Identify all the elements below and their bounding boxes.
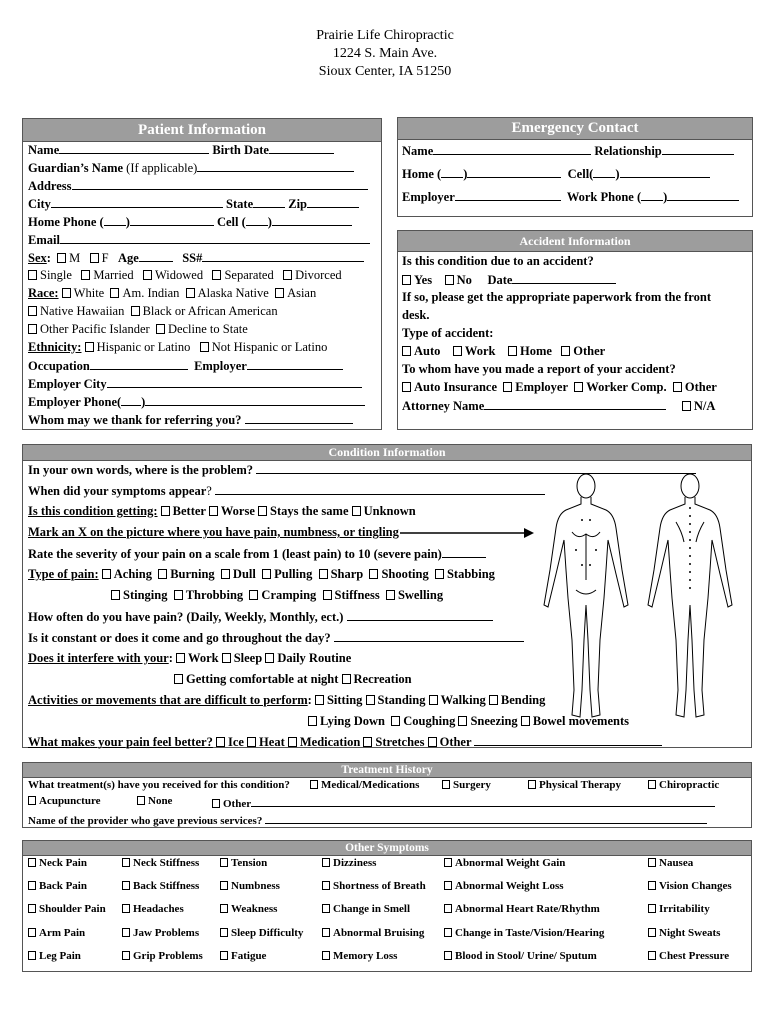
accident-note-2: desk. bbox=[402, 308, 430, 322]
ssn-field[interactable] bbox=[202, 250, 364, 262]
symptom-item[interactable] bbox=[122, 950, 203, 962]
symptom-label: Weakness bbox=[231, 903, 278, 915]
better-heat-checkbox[interactable] bbox=[247, 737, 256, 747]
pain-throbbing-checkbox[interactable] bbox=[174, 590, 183, 600]
ethnicity-row: Ethnicity: Hispanic or Latino Not Hispanic or Latino bbox=[28, 340, 328, 354]
symptom-label: Fatigue bbox=[231, 950, 267, 962]
symptom-label: Arm Pain bbox=[39, 927, 86, 939]
activity-bending-checkbox[interactable] bbox=[489, 695, 498, 705]
accident-title: Accident Information bbox=[398, 231, 752, 252]
activity-lying-checkbox[interactable] bbox=[308, 716, 317, 726]
symptom-label: Tension bbox=[231, 857, 268, 869]
race-am-indian-checkbox[interactable] bbox=[110, 288, 119, 298]
interfere-sleep-checkbox[interactable] bbox=[222, 653, 231, 663]
symptom-item[interactable] bbox=[648, 880, 732, 892]
email-field[interactable] bbox=[60, 232, 370, 244]
pain-burning-checkbox[interactable] bbox=[158, 569, 167, 579]
symptom-label: Nausea bbox=[659, 857, 694, 869]
marital-separated-checkbox[interactable] bbox=[212, 270, 221, 280]
treatment-other-field[interactable] bbox=[251, 795, 715, 807]
report-employer-checkbox[interactable] bbox=[503, 382, 512, 392]
symptom-label: Abnormal Weight Gain bbox=[455, 857, 566, 869]
appear-row: When did your symptoms appear? bbox=[28, 483, 545, 499]
severity-row: Rate the severity of your pain on a scale from 1 (least pain) to 10 (severe pain) bbox=[28, 546, 486, 562]
marital-widowed-checkbox[interactable] bbox=[143, 270, 152, 280]
patient-name-field[interactable] bbox=[59, 142, 209, 154]
cell-phone-field[interactable] bbox=[272, 214, 352, 226]
pain-aching-checkbox[interactable] bbox=[102, 569, 111, 579]
marital-married-checkbox[interactable] bbox=[81, 270, 90, 280]
race-row-1: Race: White Am. Indian Alaska Native Asian bbox=[28, 286, 317, 300]
symptom-label: Abnormal Weight Loss bbox=[455, 880, 564, 892]
sex-m-checkbox[interactable] bbox=[57, 253, 66, 263]
symptom-checkbox[interactable] bbox=[322, 904, 330, 913]
accident-note-1: If so, please get the appropriate paperwork from the front bbox=[402, 290, 711, 304]
race-pacific-checkbox[interactable] bbox=[28, 324, 37, 334]
provider-field[interactable] bbox=[265, 812, 707, 824]
pain-pulling-checkbox[interactable] bbox=[262, 569, 271, 579]
symptom-label: Chest Pressure bbox=[659, 950, 730, 962]
sex-row: Sex: M F Age SS# bbox=[28, 250, 364, 266]
arrow-right-icon bbox=[400, 526, 535, 540]
accident-home-checkbox[interactable] bbox=[508, 346, 517, 356]
symptom-label: Neck Stiffness bbox=[133, 857, 200, 869]
symptom-checkbox[interactable] bbox=[648, 928, 656, 937]
pain-shooting-checkbox[interactable] bbox=[369, 569, 378, 579]
getting-better-checkbox[interactable] bbox=[161, 506, 170, 516]
emergency-phone-row: Home ( ) Cell( ) bbox=[402, 166, 710, 182]
symptom-item[interactable] bbox=[220, 927, 303, 939]
symptom-item[interactable] bbox=[444, 950, 597, 962]
symptom-checkbox[interactable] bbox=[648, 951, 656, 960]
symptom-item[interactable] bbox=[122, 927, 199, 939]
symptom-label: Sleep Difficulty bbox=[231, 927, 304, 939]
emergency-contact-title: Emergency Contact bbox=[398, 118, 752, 140]
symptom-item[interactable] bbox=[444, 927, 604, 939]
zip-field[interactable] bbox=[307, 196, 359, 208]
occupation-row: Occupation Employer bbox=[28, 358, 343, 374]
symptom-checkbox[interactable] bbox=[28, 928, 36, 937]
symptom-label: Back Pain bbox=[39, 880, 87, 892]
symptom-item[interactable] bbox=[444, 903, 600, 915]
better-stretches-checkbox[interactable] bbox=[363, 737, 372, 747]
employer-phone-field[interactable] bbox=[145, 394, 365, 406]
symptom-label: Vision Changes bbox=[659, 880, 732, 892]
emergency-name-field[interactable] bbox=[433, 143, 591, 155]
mark-x-instruction: Mark an X on the picture where you have pain, numbness, or tingling bbox=[28, 525, 399, 539]
treatment-option-none: None bbox=[137, 795, 172, 807]
symptom-label: Abnormal Bruising bbox=[333, 927, 425, 939]
interfere-row-2: Getting comfortable at night Recreation bbox=[174, 672, 412, 687]
treatment-none-checkbox[interactable] bbox=[137, 796, 145, 805]
interfere-recreation-checkbox[interactable] bbox=[342, 674, 351, 684]
symptom-checkbox[interactable] bbox=[220, 858, 228, 867]
symptom-item[interactable] bbox=[122, 903, 184, 915]
symptom-label: Leg Pain bbox=[39, 950, 81, 962]
better-medication-checkbox[interactable] bbox=[288, 737, 297, 747]
treatment-other-checkbox[interactable] bbox=[212, 799, 220, 808]
pain-type-row-1: Type of pain: Aching Burning Dull Pulling Sharp Shooting Stabbing bbox=[28, 567, 495, 581]
treatment-option-pt: Physical Therapy bbox=[528, 779, 621, 791]
symptom-checkbox[interactable] bbox=[220, 904, 228, 913]
pain-stinging-checkbox[interactable] bbox=[111, 590, 120, 600]
city-row: City State Zip bbox=[28, 196, 359, 212]
interfere-comfortable-checkbox[interactable] bbox=[174, 674, 183, 684]
treatment-medical-checkbox[interactable] bbox=[310, 780, 318, 789]
attorney-field[interactable] bbox=[484, 398, 666, 410]
symptom-item[interactable] bbox=[648, 857, 693, 869]
attorney-na-checkbox[interactable] bbox=[682, 401, 691, 411]
report-other-checkbox[interactable] bbox=[673, 382, 682, 392]
how-often-field[interactable] bbox=[347, 609, 493, 621]
home-phone-field[interactable] bbox=[130, 214, 214, 226]
relationship-field[interactable] bbox=[662, 143, 734, 155]
symptom-checkbox[interactable] bbox=[322, 951, 330, 960]
provider-row: Name of the provider who gave previous services? bbox=[28, 812, 707, 827]
treatment-chiro-checkbox[interactable] bbox=[648, 780, 656, 789]
activity-standing-checkbox[interactable] bbox=[366, 695, 375, 705]
symptom-checkbox[interactable] bbox=[122, 881, 130, 890]
activity-bowel-checkbox[interactable] bbox=[521, 716, 530, 726]
pain-dull-checkbox[interactable] bbox=[221, 569, 230, 579]
sex-f-checkbox[interactable] bbox=[90, 253, 99, 263]
better-other-field[interactable] bbox=[474, 734, 662, 746]
symptom-item[interactable] bbox=[648, 903, 710, 915]
treatment-option-surgery: Surgery bbox=[442, 779, 491, 791]
symptom-item[interactable] bbox=[322, 950, 397, 962]
symptom-label: Shoulder Pain bbox=[39, 903, 106, 915]
symptom-checkbox[interactable] bbox=[122, 951, 130, 960]
activities-row-1: Activities or movements that are difficult to perform: Sitting Standing Walking Bending bbox=[28, 693, 546, 707]
employer-city-row: Employer City bbox=[28, 376, 362, 392]
race-hawaiian-checkbox[interactable] bbox=[28, 306, 37, 316]
symptom-item[interactable] bbox=[220, 857, 267, 869]
symptom-checkbox[interactable] bbox=[220, 951, 228, 960]
race-row-3: Other Pacific Islander Decline to State bbox=[28, 322, 248, 337]
emergency-employer-row: Employer Work Phone ( ) bbox=[402, 189, 739, 205]
accident-other-checkbox[interactable] bbox=[561, 346, 570, 356]
symptom-checkbox[interactable] bbox=[122, 904, 130, 913]
emergency-home-field[interactable] bbox=[467, 166, 561, 178]
accident-auto-checkbox[interactable] bbox=[402, 346, 411, 356]
symptom-item[interactable] bbox=[122, 857, 199, 869]
better-row: What makes your pain feel better? Ice Heat Medication Stretches Other bbox=[28, 734, 662, 750]
report-question: To whom have you made a report of your accident? bbox=[402, 362, 676, 376]
symptom-checkbox[interactable] bbox=[220, 928, 228, 937]
treatment-question: What treatment(s) have you received for this condition? bbox=[28, 779, 290, 791]
symptom-label: Back Stiffness bbox=[133, 880, 200, 892]
treatment-surgery-checkbox[interactable] bbox=[442, 780, 450, 789]
guardian-field[interactable] bbox=[197, 160, 354, 172]
constant-row: Is it constant or does it come and go throughout the day? bbox=[28, 630, 524, 646]
symptom-label: Neck Pain bbox=[39, 857, 87, 869]
getting-worse-checkbox[interactable] bbox=[209, 506, 218, 516]
symptom-item[interactable] bbox=[220, 903, 277, 915]
employer-city-field[interactable] bbox=[107, 376, 362, 388]
treatment-acupuncture-checkbox[interactable] bbox=[28, 796, 36, 805]
treatment-pt-checkbox[interactable] bbox=[528, 780, 536, 789]
appear-field[interactable] bbox=[215, 483, 545, 495]
symptom-label: Abnormal Heart Rate/Rhythm bbox=[455, 903, 600, 915]
treatment-option-acupuncture: Acupuncture bbox=[28, 795, 101, 807]
symptom-label: Grip Problems bbox=[133, 950, 203, 962]
accident-yes-checkbox[interactable] bbox=[402, 275, 411, 285]
constant-field[interactable] bbox=[334, 630, 524, 642]
body-front-diagram[interactable] bbox=[536, 470, 636, 730]
symptom-checkbox[interactable] bbox=[444, 928, 452, 937]
symptom-item[interactable] bbox=[648, 950, 729, 962]
symptom-checkbox[interactable] bbox=[122, 858, 130, 867]
symptom-checkbox[interactable] bbox=[444, 951, 452, 960]
symptom-item[interactable] bbox=[28, 903, 106, 915]
symptom-label: Blood in Stool/ Urine/ Sputum bbox=[455, 950, 597, 962]
symptom-label: Night Sweats bbox=[659, 927, 721, 939]
symptom-checkbox[interactable] bbox=[444, 858, 452, 867]
symptom-checkbox[interactable] bbox=[28, 858, 36, 867]
interfere-routine-checkbox[interactable] bbox=[265, 653, 274, 663]
getting-row: Is this condition getting: Better Worse Stays the same Unknown bbox=[28, 504, 416, 518]
symptom-checkbox[interactable] bbox=[28, 904, 36, 913]
symptom-item[interactable] bbox=[220, 950, 266, 962]
activity-walking-checkbox[interactable] bbox=[429, 695, 438, 705]
better-other-checkbox[interactable] bbox=[428, 737, 437, 747]
symptom-checkbox[interactable] bbox=[322, 881, 330, 890]
accident-work-checkbox[interactable] bbox=[453, 346, 462, 356]
clinic-address: 1224 S. Main Ave. bbox=[332, 46, 438, 61]
better-ice-checkbox[interactable] bbox=[216, 737, 225, 747]
severity-field[interactable] bbox=[442, 546, 486, 558]
ethnicity-not-hispanic-checkbox[interactable] bbox=[200, 342, 209, 352]
race-decline-checkbox[interactable] bbox=[156, 324, 165, 334]
report-insurance-checkbox[interactable] bbox=[402, 382, 411, 392]
city-field[interactable] bbox=[51, 196, 223, 208]
accident-date-field[interactable] bbox=[512, 272, 616, 284]
symptom-label: Irritability bbox=[659, 903, 710, 915]
address-field[interactable] bbox=[72, 178, 368, 190]
symptom-item[interactable] bbox=[322, 857, 376, 869]
symptom-item[interactable] bbox=[220, 880, 280, 892]
symptom-label: Numbness bbox=[231, 880, 280, 892]
symptom-checkbox[interactable] bbox=[648, 858, 656, 867]
pain-swelling-checkbox[interactable] bbox=[386, 590, 395, 600]
symptom-checkbox[interactable] bbox=[122, 928, 130, 937]
address-row: Address bbox=[28, 178, 368, 194]
emergency-cell-field[interactable] bbox=[620, 166, 710, 178]
guardian-row: Guardian’s Name (If applicable) bbox=[28, 160, 354, 176]
body-back-diagram[interactable] bbox=[640, 470, 740, 730]
symptom-item[interactable] bbox=[28, 880, 87, 892]
race-row-2: Native Hawaiian Black or African American bbox=[28, 304, 278, 319]
symptom-label: Dizziness bbox=[333, 857, 377, 869]
symptom-checkbox[interactable] bbox=[322, 928, 330, 937]
symptom-checkbox[interactable] bbox=[28, 881, 36, 890]
activity-sneezing-checkbox[interactable] bbox=[458, 716, 467, 726]
accident-yes-no-row: Yes No Date bbox=[402, 272, 616, 288]
pain-sharp-checkbox[interactable] bbox=[319, 569, 328, 579]
symptom-label: Change in Taste/Vision/Hearing bbox=[455, 927, 605, 939]
symptom-checkbox[interactable] bbox=[444, 881, 452, 890]
attorney-row: Attorney Name N/A bbox=[402, 399, 716, 413]
interfere-work-checkbox[interactable] bbox=[176, 653, 185, 663]
phone-row: Home Phone ( ) Cell ( ) bbox=[28, 214, 352, 230]
symptom-label: Shortness of Breath bbox=[333, 880, 426, 892]
treatment-option-other: Other bbox=[212, 795, 715, 810]
referral-row: Whom may we thank for referring you? bbox=[28, 412, 353, 428]
age-field[interactable] bbox=[139, 250, 173, 262]
symptom-checkbox[interactable] bbox=[322, 858, 330, 867]
accident-no-checkbox[interactable] bbox=[445, 275, 454, 285]
symptom-item[interactable] bbox=[444, 880, 564, 892]
clinic-name: Prairie Life Chiropractic bbox=[316, 28, 454, 43]
employer-field[interactable] bbox=[247, 358, 343, 370]
symptom-item[interactable] bbox=[648, 927, 720, 939]
referral-field[interactable] bbox=[245, 412, 353, 424]
pain-stiffness-checkbox[interactable] bbox=[323, 590, 332, 600]
condition-title: Condition Information bbox=[23, 445, 751, 461]
symptom-checkbox[interactable] bbox=[28, 951, 36, 960]
birth-date-field[interactable] bbox=[269, 142, 334, 154]
race-black-checkbox[interactable] bbox=[131, 306, 140, 316]
symptom-item[interactable] bbox=[28, 857, 87, 869]
activity-coughing-checkbox[interactable] bbox=[391, 716, 400, 726]
problem-row: In your own words, where is the problem? bbox=[28, 462, 696, 478]
pain-cramping-checkbox[interactable] bbox=[249, 590, 258, 600]
getting-unknown-checkbox[interactable] bbox=[352, 506, 361, 516]
how-often-row: How often do you have pain? (Daily, Weekly, Monthly, ect.) bbox=[28, 609, 493, 625]
pain-type-row-2: Stinging Throbbing Cramping Stiffness Swelling bbox=[111, 588, 443, 603]
ethnicity-hispanic-checkbox[interactable] bbox=[85, 342, 94, 352]
email-row: Email bbox=[28, 232, 370, 248]
accident-type-label: Type of accident: bbox=[402, 326, 494, 340]
getting-same-checkbox[interactable] bbox=[258, 506, 267, 516]
accident-type-row: Auto Work Home Other bbox=[402, 344, 605, 359]
race-white-checkbox[interactable] bbox=[62, 288, 71, 298]
report-worker-comp-checkbox[interactable] bbox=[574, 382, 583, 392]
symptom-checkbox[interactable] bbox=[220, 881, 228, 890]
state-field[interactable] bbox=[253, 196, 285, 208]
report-options-row: Auto Insurance Employer Worker Comp. Other bbox=[402, 380, 717, 395]
clinic-city: Sioux Center, IA 51250 bbox=[318, 64, 452, 79]
treatment-option-medical: Medical/Medications bbox=[310, 779, 419, 791]
symptom-label: Jaw Problems bbox=[133, 927, 200, 939]
symptom-item[interactable] bbox=[322, 903, 410, 915]
symptom-checkbox[interactable] bbox=[648, 904, 656, 913]
emergency-employer-field[interactable] bbox=[455, 189, 561, 201]
emergency-name-row: Name Relationship bbox=[402, 143, 734, 159]
activity-sitting-checkbox[interactable] bbox=[315, 695, 324, 705]
patient-info-title: Patient Information bbox=[23, 119, 381, 142]
race-alaska-checkbox[interactable] bbox=[186, 288, 195, 298]
emergency-work-phone-field[interactable] bbox=[667, 189, 739, 201]
symptoms-title: Other Symptoms bbox=[23, 841, 751, 856]
activities-row-2: Lying Down Coughing Sneezing Bowel movements bbox=[308, 714, 629, 729]
symptom-item[interactable] bbox=[122, 880, 199, 892]
symptom-item[interactable] bbox=[322, 927, 424, 939]
race-asian-checkbox[interactable] bbox=[275, 288, 284, 298]
symptom-item[interactable] bbox=[322, 880, 426, 892]
employer-phone-row: Employer Phone( ) bbox=[28, 394, 365, 410]
symptom-label: Change in Smell bbox=[333, 903, 411, 915]
accident-question: Is this condition due to an accident? bbox=[402, 254, 594, 268]
marital-divorced-checkbox[interactable] bbox=[283, 270, 292, 280]
pain-stabbing-checkbox[interactable] bbox=[435, 569, 444, 579]
symptom-item[interactable] bbox=[28, 950, 81, 962]
symptom-checkbox[interactable] bbox=[444, 904, 452, 913]
marital-single-checkbox[interactable] bbox=[28, 270, 37, 280]
patient-name-row: Name Birth Date bbox=[28, 142, 334, 158]
treatment-title: Treatment History bbox=[23, 763, 751, 778]
symptom-label: Headaches bbox=[133, 903, 184, 915]
symptom-item[interactable] bbox=[444, 857, 565, 869]
occupation-field[interactable] bbox=[90, 358, 188, 370]
symptom-label: Memory Loss bbox=[333, 950, 398, 962]
treatment-option-chiro: Chiropractic bbox=[648, 779, 719, 791]
marital-row: Single Married Widowed Separated Divorced bbox=[28, 268, 342, 283]
symptom-item[interactable] bbox=[28, 927, 85, 939]
interfere-row-1: Does it interfere with your: Work Sleep Daily Routine bbox=[28, 651, 352, 665]
symptom-checkbox[interactable] bbox=[648, 881, 656, 890]
